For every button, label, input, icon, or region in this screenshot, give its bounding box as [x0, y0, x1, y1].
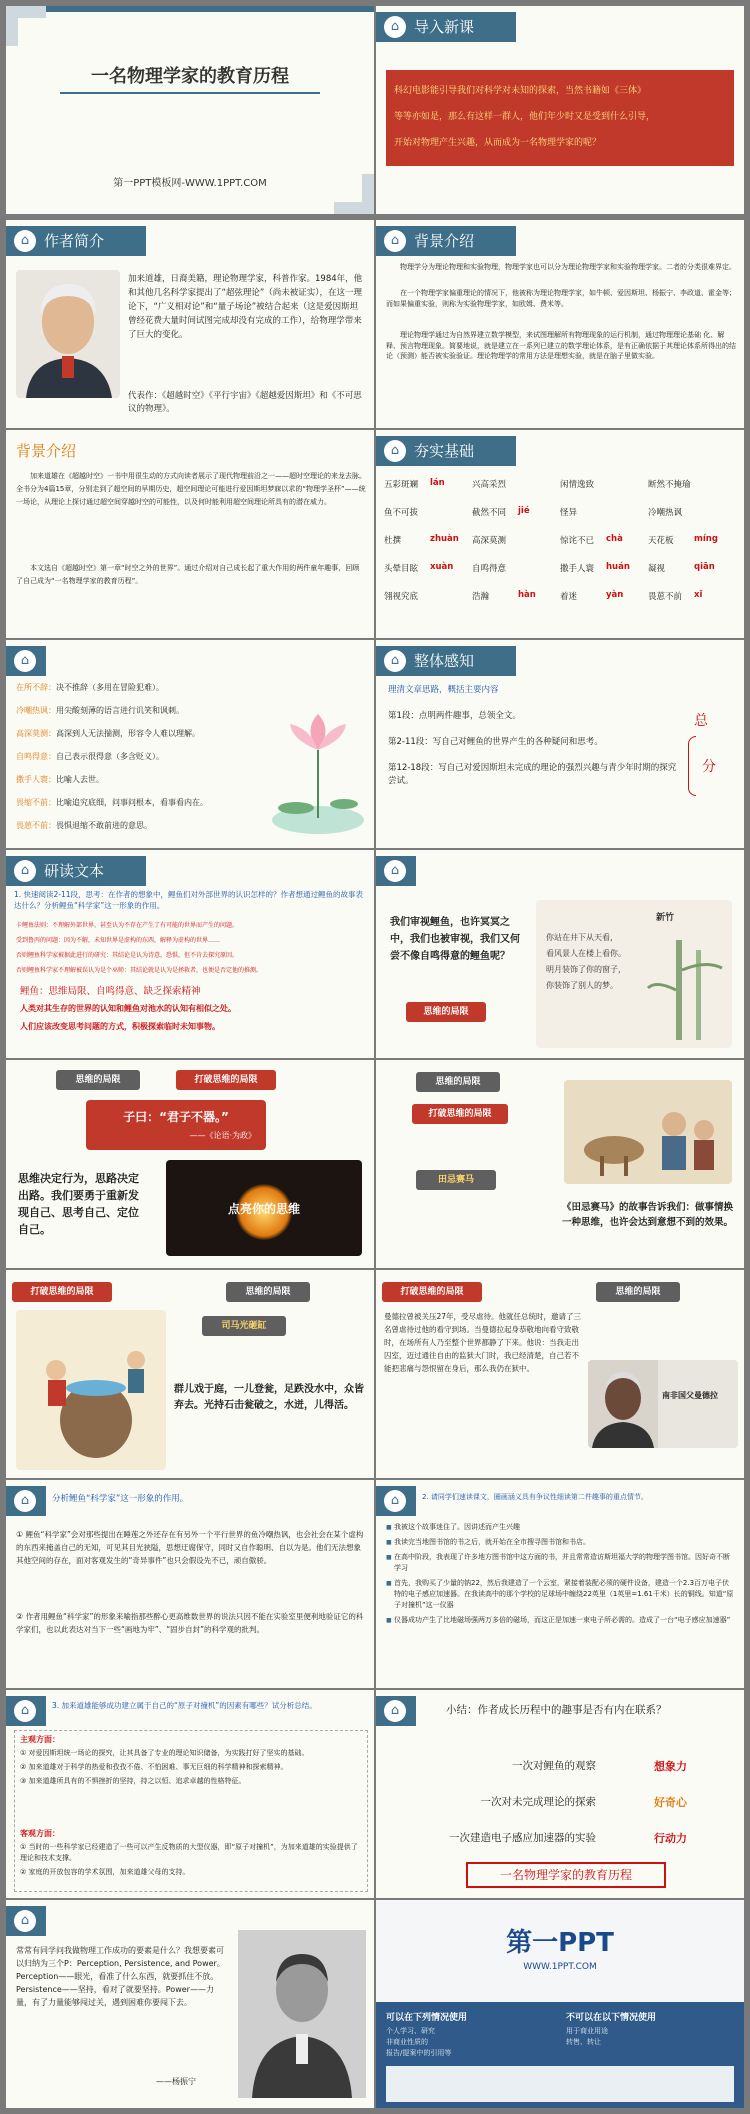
- vocab-word: 畏葸不前: [648, 592, 683, 602]
- logo-url: WWW.1PPT.COM: [523, 1962, 597, 1972]
- vocab-pinyin: míng: [694, 534, 718, 544]
- objective-title: 客观方面：: [20, 1829, 60, 1838]
- badge: 思维的局限: [56, 1070, 140, 1090]
- header-title: 背景介绍: [16, 442, 77, 460]
- house-icon: ⌂: [384, 1700, 406, 1722]
- factor-number: ①: [20, 1749, 29, 1757]
- vocab-pinyin: xuàn: [430, 562, 454, 572]
- factor-item: [20, 1762, 364, 1773]
- summary-title: 一名物理学家的教育历程: [466, 1862, 666, 1888]
- slide-header: [6, 1906, 46, 1936]
- house-icon: ⌂: [384, 860, 406, 882]
- plot-text: 我读完当地图书馆的书之后，就开始在全市搜寻图书馆和书店。: [394, 1538, 590, 1546]
- house-icon: ⌂: [14, 230, 36, 252]
- vocab-word: 撒手人寰: [560, 564, 595, 574]
- plot-list: [386, 1522, 736, 1630]
- poem-title: 新竹: [656, 913, 675, 923]
- slide-yang[interactable]: [6, 1900, 374, 2108]
- story-text: 群儿戏于庭，一儿登瓮，足跌没水中，众皆弃去。光持石击瓮破之，水迸，儿得活。: [174, 1384, 364, 1411]
- zong-label: 总: [694, 713, 708, 729]
- slide-background-2[interactable]: [6, 430, 374, 638]
- quote-source: ——《论语·为政》: [189, 1131, 256, 1140]
- reflection-text: 我们审视鲤鱼，也许冥冥之中，我们也被审视，我们又何尝不像自鸣得意的鲤鱼呢？: [390, 917, 520, 962]
- overview-item: 第1段：点明两件趣事，总领全文。: [388, 711, 521, 721]
- factor-item: [20, 1842, 364, 1864]
- badge: 田忌赛马: [416, 1170, 496, 1190]
- house-icon: ⌂: [14, 1910, 36, 1932]
- slide-overview[interactable]: [376, 640, 744, 848]
- definition-text: 用尖酸刻薄的语言进行讥笑和讽刺。: [56, 706, 184, 715]
- vocab-pinyin: yàn: [606, 590, 624, 600]
- definition-item: [16, 745, 266, 768]
- overview-item: 第2-11段：写自己对鲤鱼的世界产生的各种疑问和思考。: [388, 737, 603, 747]
- overview-item: 第12-18段：写自己对爱因斯坦未完成的理论的强烈兴趣与青少年时期的探究尝试。: [388, 763, 677, 786]
- slide-simaguang[interactable]: [6, 1270, 374, 1478]
- intro-line: 等等亦如是，那么有这样一群人，他们年少时又是受到什么引导，: [394, 112, 656, 122]
- question: 3. 加来道雄能够成功建立属于自己的“原子对撞机”的因素有哪些？试分析总结。: [52, 1701, 317, 1710]
- mandela-photo: [588, 1360, 658, 1448]
- paragraph: 加来道雄在《超越时空》一书中用很生动的方式向读者展示了现代物理前沿之一——超时空理论的来龙去脉。全书分为4篇15章，分别走到了超空间的早期历史，超空间理论可能进行爱因斯坦梦寐以求的“物理学圣杯”——统一场论，从理论上探讨通过超空间穿越时空的可能性，以及何时能利用超空间理论所具有的潜在威力。: [16, 472, 366, 506]
- paragraph: 本文选自《超越时空》第一章“时空之外的世界”。通过介绍对自己成长起了重大作用的两件童年趣事，回顾了自己成为“一名物理学家的教育历程”。: [16, 564, 360, 585]
- vocab-word: 着迷: [560, 592, 578, 602]
- notes: [16, 918, 366, 978]
- intro-box: [386, 70, 734, 166]
- vocab-word: 闲情逸致: [560, 480, 595, 490]
- usage-item: 非商业性质的: [386, 2038, 428, 2046]
- slide-header: [376, 646, 516, 676]
- usage-item: 转售、转让: [566, 2038, 601, 2046]
- bullet-icon: ■: [386, 1539, 392, 1546]
- quote-sign: ——杨振宁: [156, 2077, 196, 2086]
- slide-header: [376, 436, 516, 466]
- plot-item: [386, 1578, 736, 1611]
- objective-list: [20, 1842, 364, 1881]
- poem-line: 你装饰了别人的梦。: [546, 981, 618, 990]
- plot-text: 仪器成功产生了比地磁场强两万多倍的磁场，而这正是加速一束电子所必需的。造成了一台“电子感应加速器”: [394, 1616, 731, 1624]
- vocab-word: 鱼不可拔: [384, 508, 419, 518]
- slide-header: [376, 1696, 416, 1726]
- author-name: 加来道雄: [128, 274, 163, 284]
- summary-event: 一次对鲤鱼的观察: [512, 1760, 596, 1772]
- vocab-pinyin: zhuàn: [430, 534, 459, 544]
- fen-label: 分: [702, 759, 716, 775]
- slide-background[interactable]: [376, 220, 744, 428]
- house-icon: ⌂: [384, 230, 406, 252]
- definition-text: 比喻人去世。: [56, 775, 104, 784]
- slide-factors[interactable]: [6, 1690, 374, 1898]
- overview-intro: 理清文章思路，概括主要内容: [388, 685, 499, 695]
- house-icon: ⌂: [384, 1490, 406, 1512]
- slide-header: [6, 646, 46, 676]
- answer-text: 鲤鱼“科学家”会对那些提出在睡莲之外还存在有另外一个平行世界的鱼冷嘲热讽，也会社会在某个虚构的东西来掩盖自己的无知，可见其目光狭隘，思想迂腐保守，同时又自作聪明、自以为是。他们无法想象其他空间的存在，面对客观发生的“奇异事件”也只会假设先不已，顽自傲骄。: [16, 1530, 364, 1565]
- slide-header: [376, 12, 516, 42]
- vocab-pinyin: lán: [430, 478, 445, 488]
- slide-summary[interactable]: [376, 1690, 744, 1898]
- answer-text: 作者用鲤鱼“科学家”的形象来喻指那些醉心更高维数世界的说法只因不能在实验室里便利地验证它的科学家们，也以此表达对当下一些“画地为牢”、“固步自封”的科学观的批判。: [16, 1612, 364, 1634]
- poem-card: [536, 900, 732, 1048]
- vocab-row: [384, 502, 736, 530]
- vocab-pinyin: xǐ: [694, 590, 703, 600]
- definition-text: 决不推辞（多用在冒险犯难）。: [56, 683, 164, 692]
- quote-box: [86, 1100, 266, 1150]
- poem-line: 看风景人在楼上看你。: [546, 949, 626, 958]
- insight-text: 思维决定行为，思路决定出路。我们要勇于重新发现自己、思考自己、定位自己。: [18, 1172, 139, 1236]
- definition-item: [16, 722, 266, 745]
- factor-number: ②: [20, 1763, 29, 1771]
- bullet-icon: ■: [386, 1617, 392, 1624]
- badge: 思维的局限: [226, 1282, 310, 1302]
- vocab-pinyin: chà: [606, 534, 623, 544]
- bamboo-illustration: [646, 940, 726, 1040]
- paragraph: 在一个物理学家偏重理论的情况下，他被称为理论物理学家，如牛顿、爱因斯坦、杨振宁、李政道、霍金等；而如果偏重实验，则称为实验物理学家，如欧姆、费米等。: [386, 289, 736, 308]
- corner-decoration: [6, 6, 46, 46]
- house-icon: ⌂: [14, 860, 36, 882]
- usage-item: 用于商业用途: [566, 2027, 608, 2035]
- quote: 子曰：“君子不器。”: [123, 1110, 229, 1124]
- note-line: 否则鲤鱼科学家被据此进行的研究：其结论是认为诗意，恐惧，但不肯去探究原因。: [16, 952, 239, 959]
- author-bio-text: ，日裔美籍，理论物理学家，科普作家。1984年，他和其他几名科学家提出了“超弦理论”（尚未被证实），在这一理论下，“广义相对论”和“量子场论”被结合起来（这是爱因斯坦曾经花费大量时间试图完成却没有完成的工作），给物理学带来了巨大的变化。: [128, 274, 363, 340]
- usage-denied-list: [566, 2026, 608, 2048]
- vocab-word: 浩瀚: [472, 592, 490, 602]
- slide-analysis[interactable]: [6, 1480, 374, 1688]
- question: 分析鲤鱼“科学家”这一形象的作用。: [52, 1494, 189, 1504]
- usage-item: 报告/提案中的引用等: [386, 2049, 452, 2057]
- factor-text: 加来道雄对于科学的热爱和孜孜不倦、不怕困难、事无巨细的科学精神和探索精神。: [28, 1763, 288, 1771]
- usage-allowed-title: 可以在下列情况使用: [386, 2013, 468, 2023]
- definition-text: 自己表示很得意（多含贬义）。: [56, 752, 164, 761]
- slide-mandela[interactable]: [376, 1270, 744, 1478]
- plot-item: [386, 1522, 736, 1533]
- poem: [546, 930, 626, 994]
- answer-2: ② 作者用鲤鱼“科学家”的形象来喻指那些醉心更高维数世界的说法只因不能在实验室里便利地验证它的科学家们，也以此表达对当下一些“画地为牢”、“固步自封”的科学观的批判。: [16, 1612, 364, 1634]
- plot-item: [386, 1537, 736, 1548]
- intro-line: 开始对物理产生兴趣，从而成为一名物理学家的呢？: [394, 138, 602, 148]
- plot-item: [386, 1552, 736, 1574]
- title-underline: [60, 92, 320, 94]
- slide-header: [6, 436, 146, 466]
- plot-text: 在高中阶段，我表现了许多地方图书馆中这方面的书，并且常常造访斯坦福大学的物理学图书馆。因好奇不断学习: [394, 1553, 730, 1572]
- slide-header: [6, 856, 146, 886]
- slide-header: [376, 1486, 416, 1516]
- page-title: 一名物理学家的教育历程: [91, 66, 289, 87]
- header-title: 背景介绍: [414, 232, 475, 250]
- vocab-word: 五彩斑斓: [384, 480, 419, 490]
- vocab-word: 冷嘲热讽: [648, 508, 683, 518]
- slide-vocab[interactable]: [376, 430, 744, 638]
- house-icon: ⌂: [14, 1490, 36, 1512]
- vocab-pinyin: jié: [518, 506, 530, 516]
- vocab-pinyin: huán: [606, 562, 630, 572]
- horse-race-illustration: [564, 1080, 732, 1184]
- story-text: 曼德拉曾被关压27年，受尽虐待。他就任总统时，邀请了三名曾虐待过他的看守到场。当曼德拉起身恭敬地向看守致敬时，在场所有人乃至整个世界都静了下来。他说：当我走出囚室，迈过通往自由的监狱大门时，我已经清楚，自己若不能把悲痛与怨恨留在身后，那么我仍在狱中。: [384, 1312, 582, 1373]
- poem-line: 你站在井下从天看，: [546, 933, 618, 942]
- vocab-grid: [384, 474, 736, 614]
- image-caption: 点亮你的思维: [227, 1202, 300, 1216]
- summary-trait: 行动力: [654, 1832, 687, 1845]
- plot-text: 我被这个故事迷住了。因讲述而产生兴趣: [394, 1523, 520, 1531]
- question: 2. 请同学们速读课文，圈画涵义具有争议性细读第二件趣事的重点情节。: [422, 1493, 648, 1501]
- factor-text: 加来道雄所具有的不惧挫折的坚持，持之以恒、追求卓越的性格特征。: [28, 1777, 246, 1785]
- house-icon: ⌂: [384, 440, 406, 462]
- vocab-row: [384, 474, 736, 502]
- lesson-text: 《田忌赛马》的故事告诉我们：做事情换一种思维，也许会达到意想不到的效果。: [562, 1202, 734, 1228]
- lotus-illustration: [268, 710, 368, 840]
- factor-text: 当时的一些科学家已经建造了一些可以产生反物质的大型仪器，即“原子对撞机”，为加来道雄的实验提供了理论和技术支撑。: [20, 1843, 358, 1862]
- definition-term: 畏葸不前：: [16, 821, 56, 830]
- header-title: 夯实基础: [414, 442, 475, 460]
- subjective-list: [20, 1748, 364, 1790]
- note-line: 否则鲤鱼科学家不理解被误认为是个巫师：其结论就是认为是拯救者，也便是否定他的推测。: [16, 967, 263, 974]
- plot-text: 首先，我购买了少量的钠22，然后我建造了一个云室，紧接着装配必须的硬件设备，建造一个2.3百万电子伏特的电子感应加速器。在我读高中的那个学校的足球场中缠绕22英里（1英里=1.61千米）长的铜线。知道“原子对撞机”这一仪器: [394, 1579, 734, 1609]
- subjective-title: 主观方面：: [20, 1735, 60, 1744]
- paragraph: 物理学分为理论物理和实验物理，物理学家也可以分为理论物理学家和实验物理学家。二者的分类很难界定。: [400, 263, 736, 271]
- vocab-row: [384, 586, 736, 614]
- mandela-card: [588, 1360, 738, 1448]
- house-icon: ⌂: [384, 650, 406, 672]
- definition-item: [16, 791, 266, 814]
- usage-allowed-list: [386, 2026, 451, 2059]
- usage-item: 个人学习、研究: [386, 2027, 435, 2035]
- badge: 思维的局限: [596, 1282, 680, 1302]
- badge: 思维的局限: [406, 1002, 486, 1022]
- vocab-word: 头晕目眩: [384, 564, 419, 574]
- vocab-pinyin: hàn: [518, 590, 536, 600]
- summary-trait: 想象力: [654, 1760, 687, 1773]
- summary-question: 小结：作者成长历程中的趣事是否有内在联系？: [446, 1704, 667, 1716]
- vocab-word: 断然不掩瑜: [648, 480, 691, 490]
- author-bio: [128, 272, 366, 342]
- slide-header: [6, 1486, 46, 1516]
- vocab-word: 凝视: [648, 564, 666, 574]
- definition-term: 畏缩不前：: [16, 798, 56, 807]
- vocab-word: 截然不同: [472, 508, 507, 518]
- slide-title[interactable]: [6, 6, 374, 214]
- header-title: 导入新课: [414, 18, 475, 36]
- vocab-word: 惊诧不已: [560, 536, 595, 546]
- slide-intro[interactable]: [376, 6, 744, 214]
- definition-item: [16, 768, 266, 791]
- summary-event: 一次建造电子感应加速器的实验: [449, 1832, 596, 1844]
- definition-term: 自鸣得意：: [16, 752, 56, 761]
- definition-term: 在所不辞：: [16, 683, 56, 692]
- factor-text: 家庭的开放包容的学术氛围，加来道雄父母的支持。: [28, 1868, 190, 1876]
- vocab-word: 自鸣得意: [472, 564, 507, 574]
- note-line: 卡鲤鱼法则：不理解外部世界，甚至认为不存在产生了有可能的世界而产生的问题。: [16, 922, 239, 929]
- factor-number: ③: [20, 1777, 29, 1785]
- vocab-word: 翎视究底: [384, 592, 419, 602]
- conclusion: 人类对其生存的世界的认知和鲤鱼对池水的认知有相似之处。: [20, 1004, 236, 1013]
- slide-reflection[interactable]: [376, 850, 744, 1058]
- header-title: 作者简介: [44, 232, 105, 250]
- slide-header: [6, 226, 146, 256]
- slide-end[interactable]: [376, 1900, 744, 2108]
- factor-item: [20, 1867, 364, 1878]
- slide-header: [6, 1696, 46, 1726]
- subtitle: 第一PPT模板网-WWW.1PPT.COM: [113, 178, 267, 189]
- top-bar: [6, 6, 374, 12]
- paragraph: 理论物理学通过为自然界建立数学模型，来试图理解所有物理现象的运行机制，通过物理理论基础 化、解释、预言物理现象。简要地说，就是建立在一系列已建立的数学理论体系，是有正确依据于其理论体系所得出的结论（预测）能否被实验验证。理论物理学的常用方法是理想实验，就是在脑子里做实验。: [386, 331, 736, 360]
- definition-term: 冷嘲热讽：: [16, 706, 56, 715]
- badge: 思维的局限: [416, 1072, 500, 1092]
- vocab-row: [384, 558, 736, 586]
- house-icon: ⌂: [14, 1700, 36, 1722]
- vocab-word: 高深莫测: [472, 536, 507, 546]
- badge: 打破思维的局限: [12, 1282, 112, 1302]
- bullet-icon: ■: [386, 1554, 392, 1561]
- conclusion: 人们应该改变思考问题的方式，积极探索临时未知事物。: [20, 1022, 220, 1031]
- slide-header: [376, 226, 516, 256]
- house-icon: ⌂: [384, 16, 406, 38]
- factor-item: [20, 1748, 364, 1759]
- vocab-word: 杜撰: [384, 536, 402, 546]
- vocab-row: [384, 530, 736, 558]
- vocab-word: 兴高采烈: [472, 480, 507, 490]
- definition-list: [16, 676, 266, 837]
- quote-text: 常常有同学问我做物理工作成功的要素是什么？我想要素可以归纳为三个P：Perception, Persistence, and Power。Perception——眼光，看准了什么东西，就要抓住不放。Persistence——坚持，看对了就要坚持。Power——力量，有了力量能够闯过关，遇到困难你要闯下去。: [16, 1946, 225, 2007]
- author-works: 代表作：《超越时空》《平行宇宙》《超越爱因斯坦》和《不可思议的物理》。: [128, 391, 362, 414]
- factor-number: ②: [20, 1868, 29, 1876]
- factor-number: ①: [20, 1843, 29, 1851]
- vocab-pinyin: qiān: [694, 562, 715, 572]
- summary-event: 一次对未完成理论的探索: [480, 1796, 596, 1808]
- vocab-word: 天花板: [648, 536, 674, 546]
- badge: 打破思维的局限: [382, 1282, 482, 1302]
- slide-author[interactable]: [6, 220, 374, 428]
- slide-definitions[interactable]: [6, 640, 374, 848]
- children-illustration: [16, 1310, 166, 1470]
- yang-photo: [238, 1930, 366, 2098]
- answer-1: ① 鲤鱼“科学家”会对那些提出在睡莲之外还存在有另外一个平行世界的鱼冷嘲热讽，也会社会在某个虚构的东西来掩盖自己的无知，可见其目光狭隘，思想迂腐保守，同时又自作聪明、自以为是。他们无法想象其他空间的存在，面对客观发生的“奇异事件”也只会假设先不已，顽自傲骄。: [16, 1530, 364, 1565]
- plot-item: [386, 1615, 736, 1626]
- definition-term: 高深莫测：: [16, 729, 56, 738]
- definition-text: 高深到人无法揣测，形容令人难以理解。: [56, 729, 200, 738]
- header-title: 整体感知: [414, 652, 475, 670]
- slide-reading[interactable]: [6, 850, 374, 1058]
- usage-denied-title: 不可以在以下情况使用: [566, 2013, 657, 2023]
- definition-text: 畏惧退缩不敢前进的意思。: [56, 821, 152, 830]
- factor-text: 对爱因斯坦统一场论的探究，让其具备了专业的理论知识储备，为实践打好了坚实的基础。: [28, 1749, 309, 1757]
- poem-line: 明月装饰了你的窗子，: [546, 965, 626, 974]
- vocab-word: 怪异: [560, 508, 578, 518]
- summary-trait: 好奇心: [654, 1796, 687, 1809]
- definition-text: 比喻追究底细，问事问根本，看事看内在。: [56, 798, 208, 807]
- factor-item: [20, 1776, 364, 1787]
- brace: [688, 736, 696, 796]
- slide-confucius[interactable]: [6, 1060, 374, 1268]
- link-panel: [386, 2066, 734, 2102]
- question: 1. 快速阅读2-11段，思考：在作者的想象中，鲤鱼们对外部世界的认识怎样的？作者想通过鲤鱼的故事表达什么？分析鲤鱼“科学家”这一形象的作用。: [14, 890, 364, 910]
- mind-image: [166, 1160, 362, 1256]
- badge: 打破思维的局限: [176, 1070, 276, 1090]
- bullet-icon: ■: [386, 1580, 392, 1587]
- logo: 第一PPT: [506, 1928, 614, 1958]
- definition-term: 撒手人寰：: [16, 775, 56, 784]
- definition-item: [16, 676, 266, 699]
- slide-plot[interactable]: [376, 1480, 744, 1688]
- definition-item: [16, 699, 266, 722]
- badge: 司马光砸缸: [202, 1316, 286, 1336]
- author-photo: [16, 270, 120, 398]
- slide-tianji[interactable]: [376, 1060, 744, 1268]
- note-line: 受到鲁丙的问题：因为不解，未知世界是虚构的东西，解释为虚构的世界……: [16, 937, 221, 944]
- definition-item: [16, 814, 266, 837]
- house-icon: ⌂: [14, 650, 36, 672]
- image-label: 南非国父曼德拉: [662, 1391, 718, 1400]
- slide-header: [376, 856, 416, 886]
- badge: 打破思维的局限: [412, 1104, 508, 1124]
- bullet-icon: ■: [386, 1524, 392, 1531]
- header-title: 研读文本: [44, 862, 105, 880]
- logo-area: [376, 1900, 744, 2002]
- conclusion: 鲤鱼：思维局限、自鸣得意、缺乏探索精神: [20, 986, 201, 997]
- intro-line: 科幻电影能引导我们对科学对未知的探索，当然书籍如《三体》: [394, 86, 647, 96]
